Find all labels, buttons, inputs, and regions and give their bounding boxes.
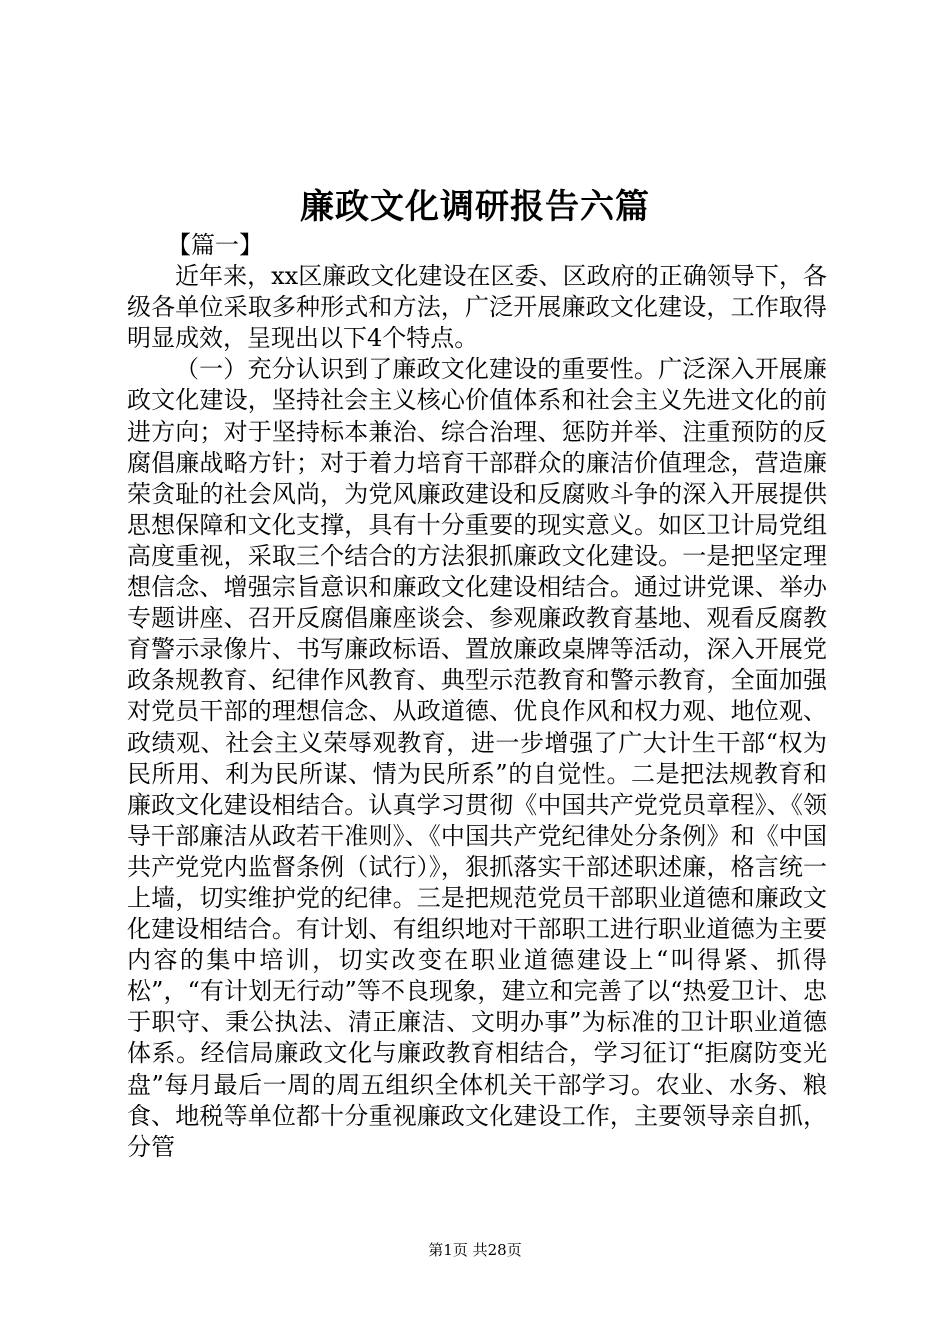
document-body [127, 230, 827, 1163]
paragraph-section-one: （一）充分认识到了廉政文化建设的重要性。广泛深入开展廉政文化建设，坚持社会主义核心价值体系和社会主义先进文化的前进方向；对于坚持标本兼治、综合治理、惩防并举、注重预防的反腐倡廉战略方针；对于着力培育干部群众的廉洁价值理念，营造廉荣贪耻的社会风尚，为党风廉政建设和反腐败斗争的深入开展提供思想保障和文化支撑，具有十分重要的现实意义。如区卫计局党组高度重视，采取三个结合的方法狠抓廉政文化建设。一是把坚定理想信念、增强宗旨意识和廉政文化建设相结合。通过讲党课、举办专题讲座、召开反腐倡廉座谈会、参观廉政教育基地、观看反腐教育警示录像片、书写廉政标语、置放廉政桌牌等活动，深入开展党政条规教育、纪律作风教育、典型示范教育和警示教育，全面加强对党员干部的理想信念、从政道德、优良作风和权力观、地位观、政绩观、社会主义荣辱观教育，进一步增强了广大计生干部“权为民所用、利为民所谋、情为民所系”的自觉性。二是把法规教育和廉政文化建设相结合。认真学习贯彻《中国共产党党员章程》、《领导干部廉洁从政若干准则》、《中国共产党纪律处分条例》和《中国共产党党内监督条例（试行）》，狠抓落实干部述职述廉，格言统一上墙，切实维护党的纪律。三是把规范党员干部职业道德和廉政文化建设相结合。有计划、有组织地对干部职工进行职业道德为主要内容的集中培训，切实改变在职业道德建设上“叫得紧、抓得松”，“有计划无行动”等不良现象，建立和完善了以“热爱卫计、忠于职守、秉公执法、清正廉洁、文明办事”为标准的卫计职业道德体系。经信局廉政文化与廉政教育相结合，学习征订“拒腐防变光盘”每月最后一周的周五组织全体机关干部学习。农业、水务、粮食、地税等单位都十分重视廉政文化建设工作，主要领导亲自抓，分管 [127, 355, 827, 1161]
page-footer: 第1页 共28页 [428, 1241, 522, 1259]
paragraph-intro: 近年来，xx区廉政文化建设在区委、区政府的正确领导下，各级各单位采取多种形式和方法，广泛开展廉政文化建设，工作取得明显成效，呈现出以下4个特点。 [127, 262, 827, 353]
document-title: 廉政文化调研报告六篇 [300, 187, 650, 227]
section-label: 【篇一】 [167, 231, 263, 259]
